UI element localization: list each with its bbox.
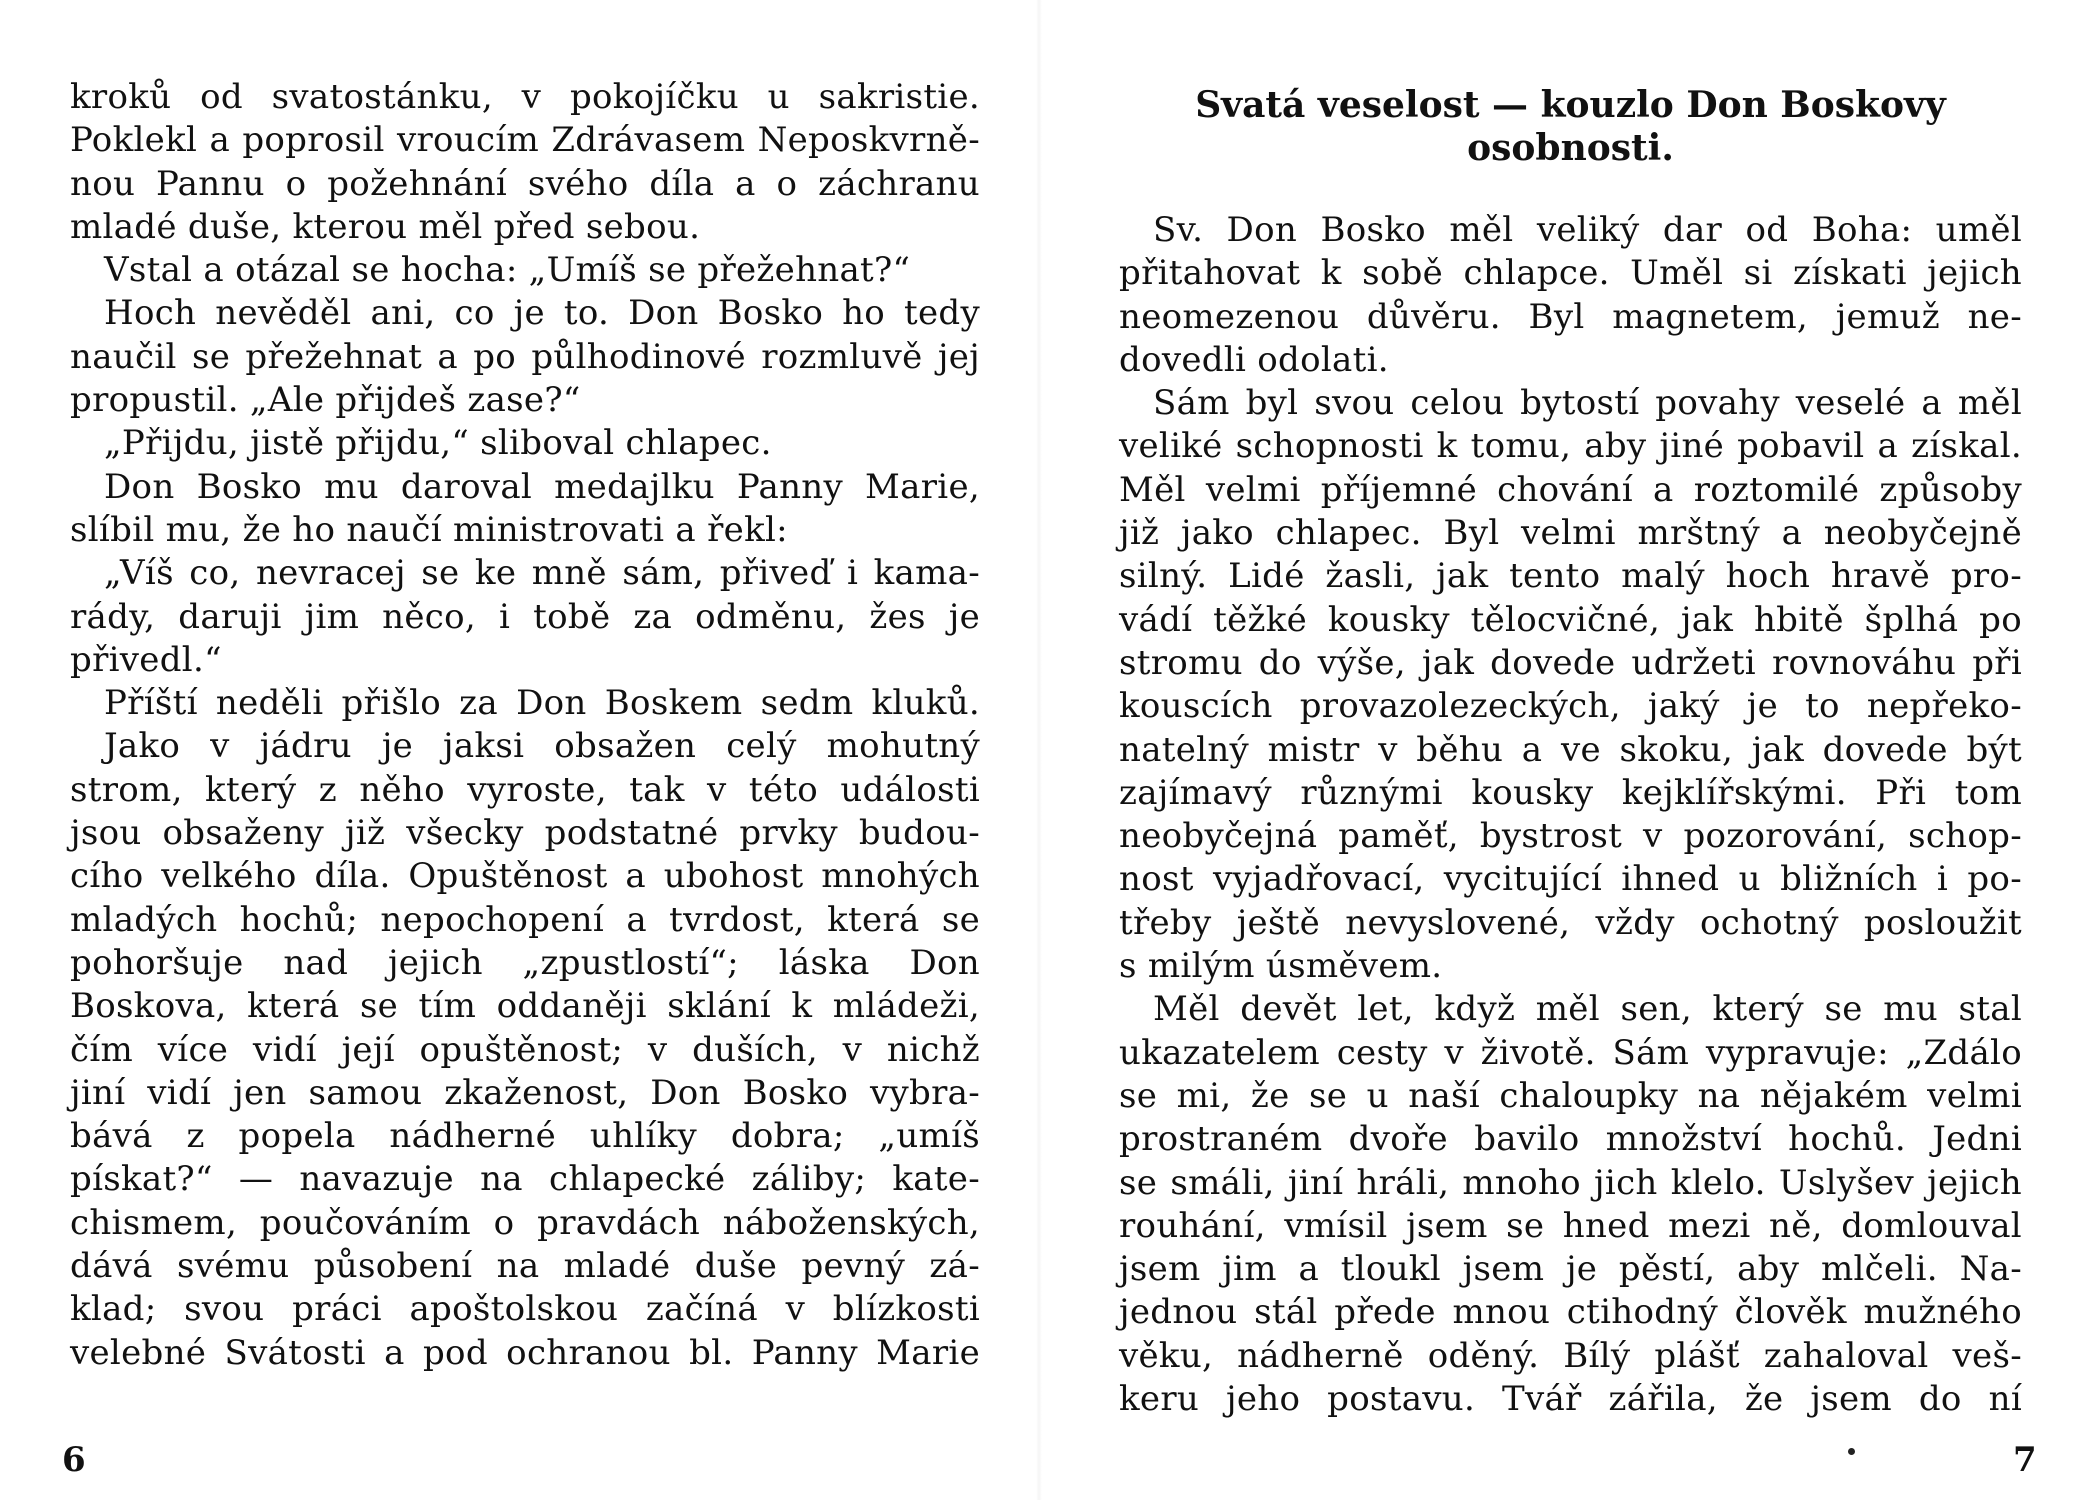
text-line: čím více vidí její opuštěnost; v duších, v nichž	[70, 1029, 980, 1070]
text-line: pohoršuje nad jejich „zpustlostí“; láska Don	[70, 942, 980, 983]
text-line: Sám byl svou celou bytostí povahy veselé a měl	[1153, 383, 2022, 424]
text-line: se mi, že se u naší chaloupky na nějakém velmi	[1119, 1075, 2022, 1116]
text-line: dovedli odolati.	[1119, 339, 1389, 380]
text-line: Měl devět let, když měl sen, který se mu stal	[1153, 989, 2022, 1030]
text-line: mladých hochů; nepochopení a tvrdost, která se	[70, 899, 980, 940]
text-line: nou Pannu o požehnání svého díla a o záchranu	[70, 163, 980, 204]
text-line: rouhání, vmísil jsem se hned mezi ně, domlouval	[1119, 1205, 2022, 1246]
text-line: vádí těžké kousky tělocvičné, jak hbitě šplhá po	[1119, 599, 2022, 640]
text-line: věku, nádherně oděný. Bílý plášť zahaloval veš-	[1119, 1335, 2022, 1376]
text-line: strom, který z něho vyroste, tak v této události	[70, 769, 980, 810]
text-line: nost vyjadřovací, vycitující ihned u bližních i po-	[1119, 859, 2022, 900]
text-line: bává z popela nádherné uhlíky dobra; „umíš	[70, 1116, 980, 1157]
text-line: již jako chlapec. Byl velmi mrštný a neobyčejně	[1119, 513, 2022, 554]
text-line: jsou obsaženy již všecky podstatné prvky budou-	[70, 813, 980, 854]
text-line: velebné Svátosti a pod ochranou bl. Panny Marie	[70, 1332, 980, 1373]
text-line: dává svému působení na mladé duše pevný zá-	[70, 1246, 980, 1287]
text-line: pískat?“ — navazuje na chlapecké záliby; kate-	[70, 1159, 980, 1200]
text-line: Příští neděli přišlo za Don Boskem sedm kluků.	[104, 683, 980, 724]
right-page	[1039, 0, 2078, 1500]
text-line: stromu do výše, jak dovede udržeti rovnováhu při	[1119, 642, 2022, 683]
page-number-right: 7	[2013, 1440, 2037, 1480]
text-line: silný. Lidé žasli, jak tento malý hoch hravě pro-	[1119, 556, 2022, 597]
text-line: mladé duše, kterou měl před sebou.	[70, 206, 701, 247]
text-line: veliké schopnosti k tomu, aby jiné pobavil a získal.	[1119, 426, 2022, 467]
text-line: Poklekl a poprosil vroucím Zdrávasem Neposkvrně-	[70, 120, 980, 161]
ink-speck	[1848, 1448, 1855, 1455]
text-line: jiní vidí jen samou zkaženost, Don Bosko vybra-	[70, 1072, 980, 1113]
text-line: zajímavý různými kousky kejklířskými. Při tom	[1119, 772, 2022, 813]
text-line: „Přijdu, jistě přijdu,“ sliboval chlapec.	[104, 423, 772, 464]
text-line: neobyčejná paměť, bystrost v pozorování, schop-	[1119, 816, 2022, 857]
text-line: neomezenou důvěru. Byl magnetem, jemuž ne-	[1119, 296, 2022, 337]
page-number-left: 6	[62, 1440, 86, 1480]
text-line: Vstal a otázal se hocha: „Umíš se přežehnat?“	[104, 250, 911, 291]
text-line: přivedl.“	[70, 639, 222, 680]
text-line: klad; svou práci apoštolskou začíná v blízkosti	[70, 1289, 980, 1330]
text-line: chismem, poučováním o pravdách náboženských,	[70, 1202, 980, 1243]
text-line: kroků od svatostánku, v pokojíčku u sakristie.	[70, 77, 980, 117]
text-line: jednou stál přede mnou ctihodný člověk mužného	[1119, 1292, 2022, 1333]
chapter-title	[1119, 84, 2022, 170]
text-line: natelný mistr v běhu a ve skoku, jak dovede být	[1119, 729, 2022, 770]
text-line: kouscích provazolezeckých, jaký je to nepřeko-	[1119, 686, 2022, 727]
right-page-text	[1119, 209, 2022, 1421]
text-line: Jako v jádru je jaksi obsažen celý mohutný	[104, 726, 980, 767]
text-line: slíbil mu, že ho naučí ministrovati a řekl:	[70, 509, 788, 550]
text-line: Měl velmi příjemné chování a roztomilé způsoby	[1119, 469, 2022, 510]
left-page-text	[70, 76, 980, 1375]
text-line: rády, daruji jim něco, i tobě za odměnu, žes je	[70, 596, 980, 637]
text-line: prostraném dvoře bavilo množství hochů. Jedni	[1119, 1119, 2022, 1160]
text-line: cího velkého díla. Opuštěnost a ubohost mnohých	[70, 856, 980, 897]
text-line: s milým úsměvem.	[1119, 946, 1443, 987]
text-line: Boskova, která se tím oddaněji sklání k mládeži,	[70, 986, 980, 1027]
text-line: keru jeho postavu. Tvář zářila, že jsem do ní	[1119, 1379, 2022, 1420]
text-line: přitahovat k sobě chlapce. Uměl si získati jejich	[1119, 253, 2022, 294]
text-line: jsem jim a tloukl jsem je pěstí, aby mlčeli. Na-	[1119, 1249, 2022, 1290]
chapter-title-line-2: osobnosti.	[1467, 127, 1674, 169]
text-line: třeby ještě nevyslovené, vždy ochotný posloužit	[1119, 902, 2022, 943]
chapter-title-line-1: Svatá veselost — kouzlo Don Boskovy	[1195, 84, 1946, 126]
text-line: ukazatelem cesty v životě. Sám vypravuje: „Zdálo	[1119, 1032, 2022, 1073]
text-line: Don Bosko mu daroval medajlku Panny Marie,	[104, 466, 980, 507]
text-line: Sv. Don Bosko měl veliký dar od Boha: uměl	[1153, 210, 2022, 250]
text-line: propustil. „Ale přijdeš zase?“	[70, 380, 581, 421]
text-line: naučil se přežehnat a po půlhodinové rozmluvě jej	[70, 336, 980, 377]
text-line: „Víš co, nevracej se ke mně sám, přiveď i kama-	[104, 553, 980, 594]
text-line: Hoch nevěděl ani, co je to. Don Bosko ho tedy	[104, 293, 980, 334]
text-line: se smáli, jiní hráli, mnoho jich klelo. Uslyšev jejich	[1119, 1162, 2022, 1203]
